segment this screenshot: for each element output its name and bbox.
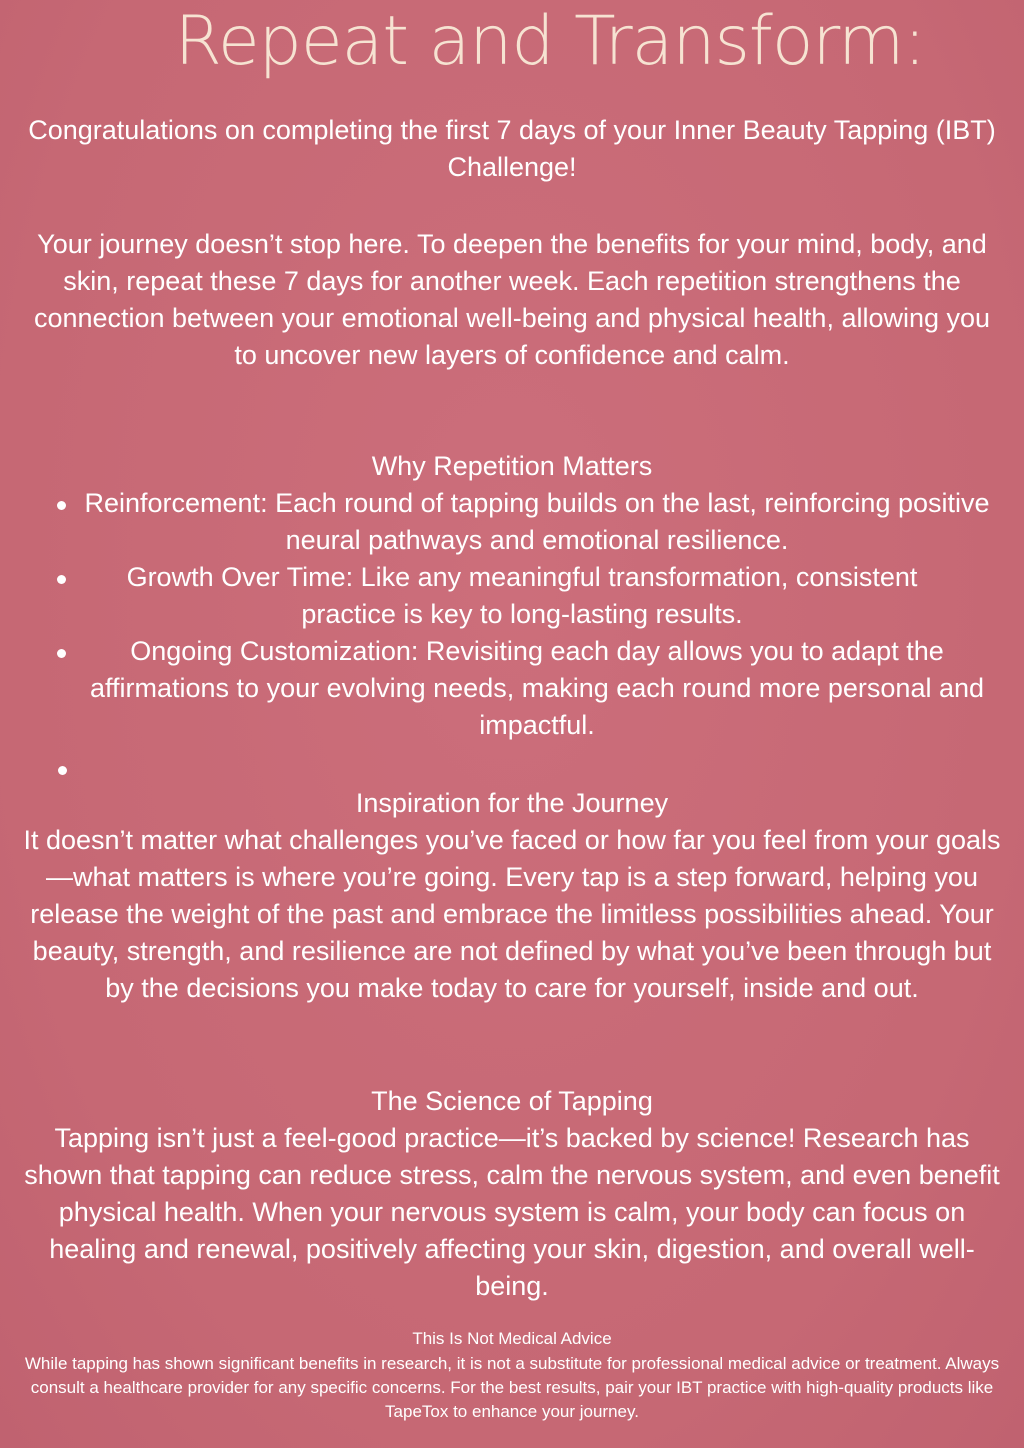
disclaimer-paragraph: While tapping has shown significant benefits in research, it is not a substitute for professional medical advice or treatment. Always consult a healthcare provider for any specific concerns. For the best results, pair your IBT practice with high-quality products like TapeTox to enhance your journey. [24,1354,1000,1421]
list-item [0,559,1024,633]
science-paragraph: Tapping isn’t just a feel-good practice—it’s backed by science! Research has shown that tapping can reduce stress, calm the nervous system, and even benefit physical health. When your nervous system is calm, your body can focus on healing and renewal, positively affecting your skin, digestion, and overall well-being. [24,1123,1000,1301]
why-repetition-list [0,485,1024,802]
list-item [0,633,1024,744]
intro-paragraph: Congratulations on completing the first 7 days of your Inner Beauty Tapping (IBT) Challenge! [28,115,996,182]
list-item [0,485,1024,559]
bullet-icon [57,649,66,658]
inspiration-paragraph: It doesn’t matter what challenges you’ve faced or how far you feel from your goals—what matters is where you’re going. Every tap is a step forward, helping you release the weight of the past and embrace the limitless possibilities ahead. Your beauty, strength, and resilience are not defined by what you’ve been through but by the decisions you make today to care for yourself, inside and out. [23,825,1001,1003]
journey-paragraph: Your journey doesn’t stop here. To deepen the benefits for your mind, body, and skin, repeat these 7 days for another week. Each repetition strengthens the connection between your emotional well-being and physical health, allowing you to uncover new layers of confidence and calm. [33,229,991,370]
list-item-text: Growth Over Time: Like any meaningful transformation, consistent practice is key to long-lasting results. [126,562,918,629]
page-title: Repeat and Transform: [174,2,926,81]
science-heading: The Science of Tapping [371,1086,653,1116]
list-item-text: Ongoing Customization: Revisiting each day allows you to adapt the affirmations to your evolving needs, making each round more personal and impactful. [89,636,985,740]
inspiration-heading: Inspiration for the Journey [355,788,669,818]
list-item-text: Reinforcement: Each round of tapping builds on the last, reinforcing positive neural pathways and emotional resilience. [84,488,990,555]
disclaimer-heading: This Is Not Medical Advice [412,1329,612,1348]
bullet-icon [58,766,67,775]
bullet-icon [57,501,66,510]
why-repetition-heading: Why Repetition Matters [371,451,653,481]
bullet-icon [57,575,66,584]
